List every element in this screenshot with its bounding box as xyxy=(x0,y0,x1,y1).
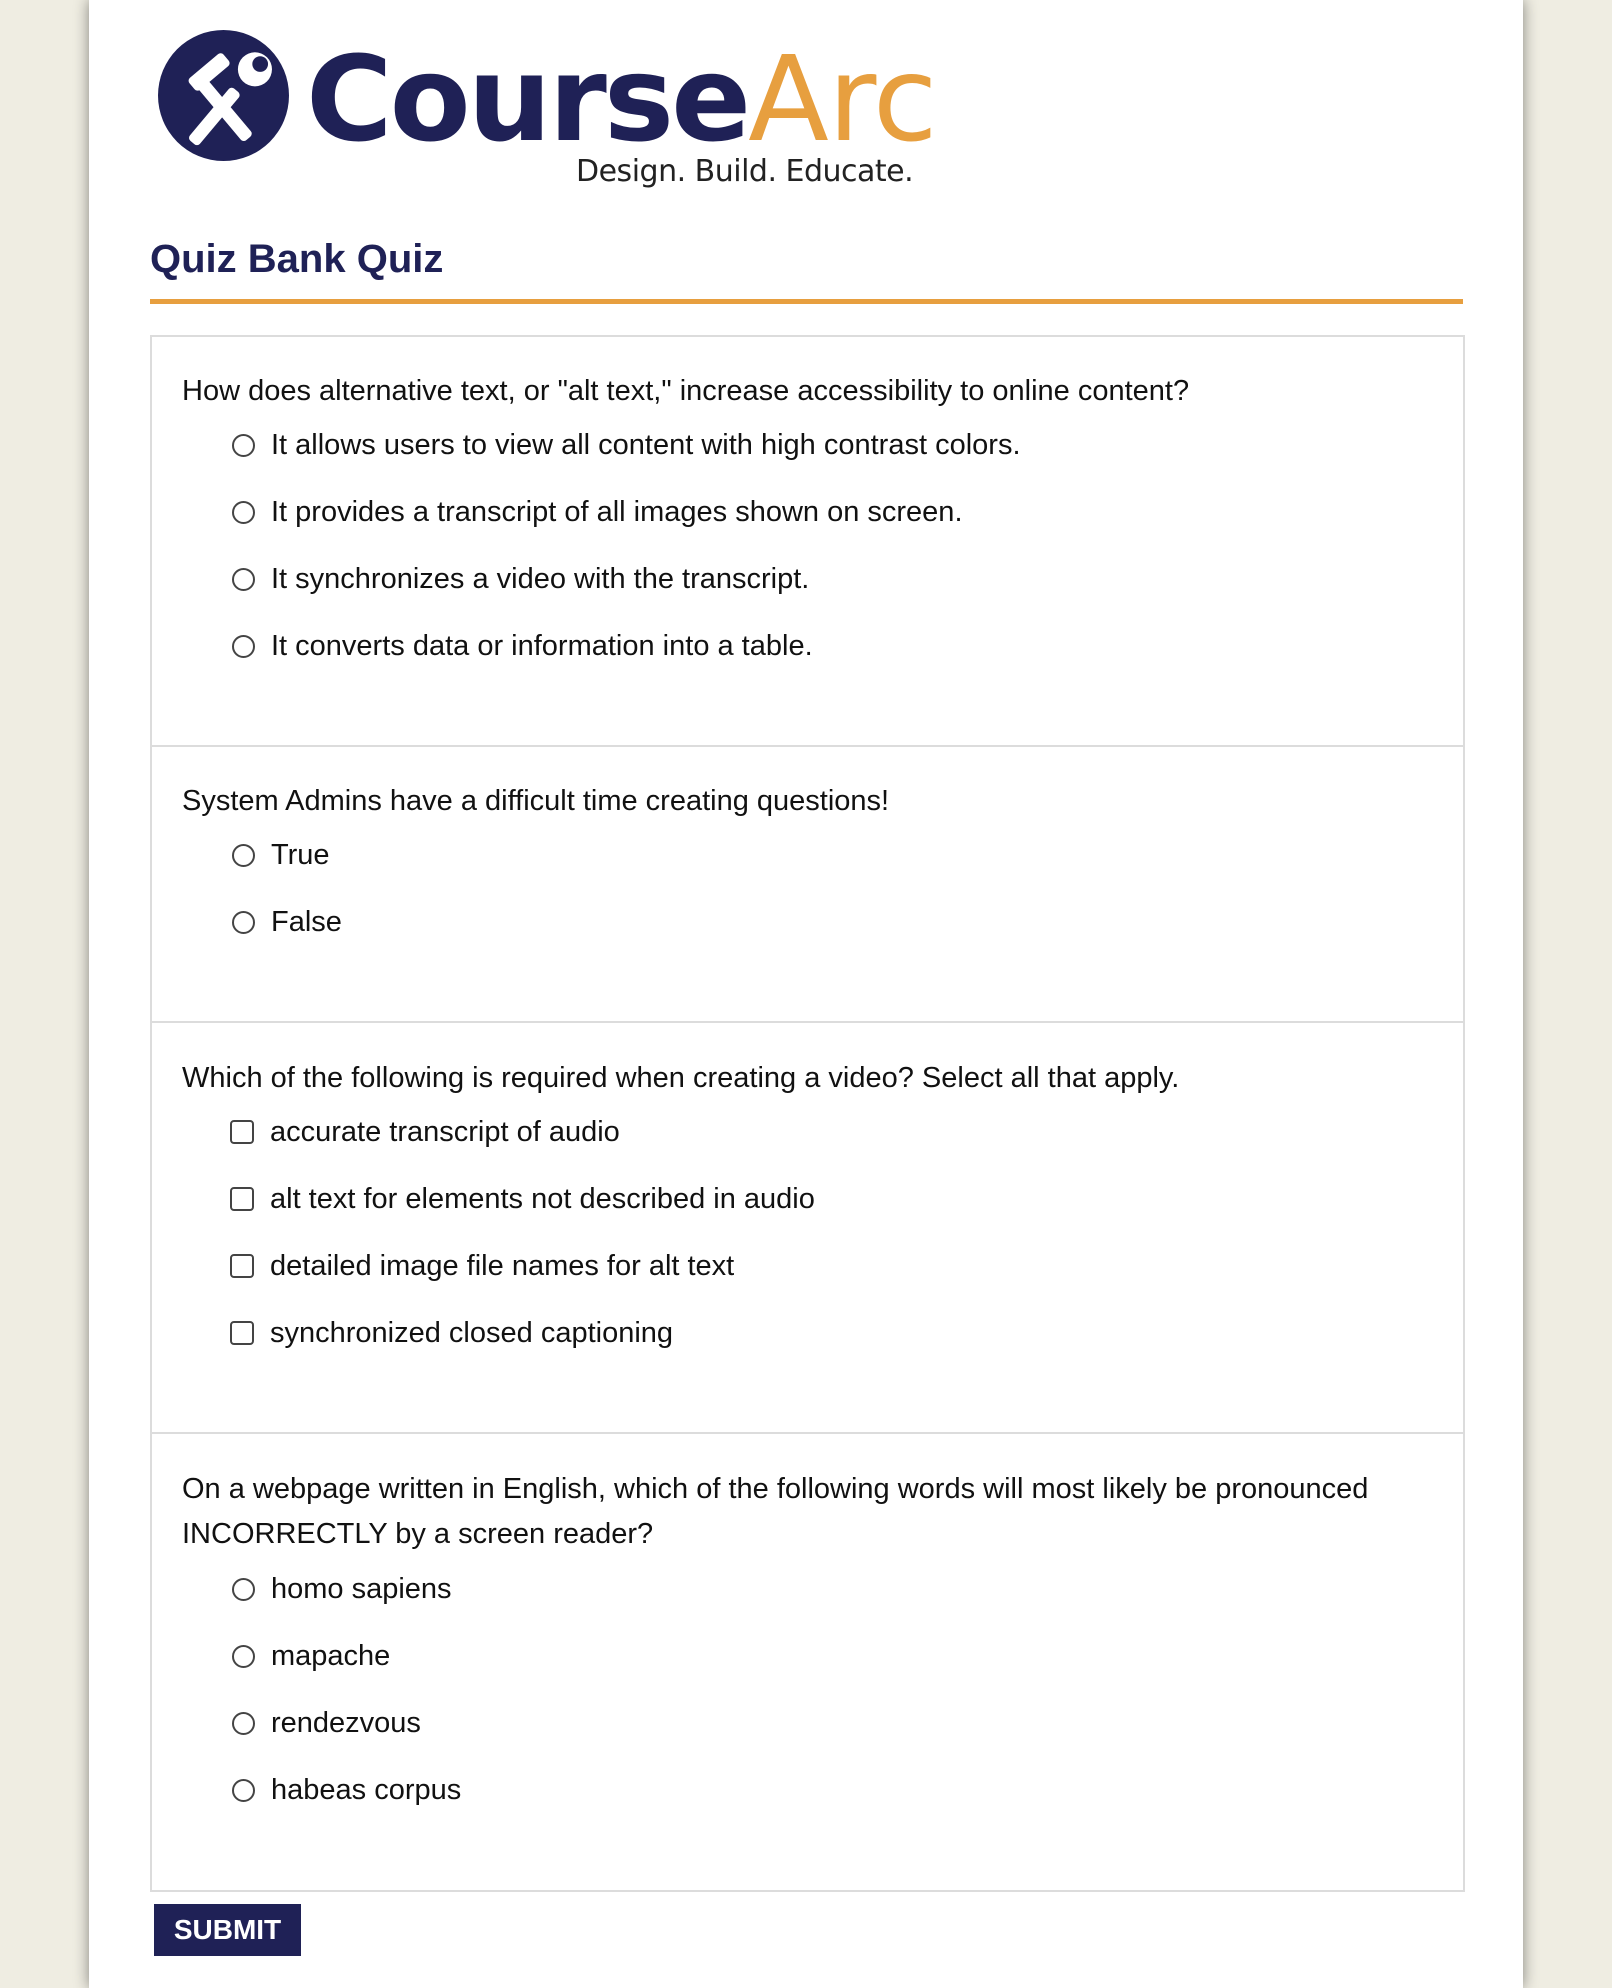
checkbox[interactable] xyxy=(230,1120,254,1144)
answer-option[interactable] xyxy=(232,902,342,942)
option-label: homo sapiens xyxy=(271,1572,452,1605)
answer-option[interactable] xyxy=(232,559,809,599)
answer-option[interactable] xyxy=(232,425,1021,465)
question-card xyxy=(150,745,1465,1025)
question-card xyxy=(150,335,1465,749)
answer-option[interactable] xyxy=(232,1636,390,1676)
option-label: False xyxy=(271,905,342,938)
answer-option[interactable] xyxy=(232,1703,421,1743)
question-card xyxy=(150,1432,1465,1892)
brand-name-arc: Arc xyxy=(748,30,937,168)
option-label: It converts data or information into a table. xyxy=(271,629,813,662)
hammer-wrench-icon xyxy=(158,30,289,161)
question-text: On a webpage written in English, which of the following words will most likely be pronounced INCORRECTLY by a screen reader? xyxy=(182,1473,1369,1550)
answer-option[interactable] xyxy=(232,1313,673,1353)
option-label: mapache xyxy=(271,1639,391,1672)
option-label: True xyxy=(271,838,330,871)
option-label: habeas corpus xyxy=(271,1773,462,1806)
page-title: Quiz Bank Quiz xyxy=(150,237,444,281)
title-divider xyxy=(150,299,1463,304)
option-label: detailed image file names for alt text xyxy=(270,1249,735,1282)
option-label: rendezvous xyxy=(271,1706,421,1739)
radio-button[interactable] xyxy=(232,568,255,591)
radio-button[interactable] xyxy=(232,844,255,867)
answer-option[interactable] xyxy=(232,492,963,532)
checkbox[interactable] xyxy=(230,1254,254,1278)
question-text: System Admins have a difficult time creating questions! xyxy=(182,785,890,817)
answer-option[interactable] xyxy=(232,626,813,666)
submit-button[interactable]: SUBMIT xyxy=(154,1904,301,1956)
radio-button[interactable] xyxy=(232,1645,255,1668)
radio-button[interactable] xyxy=(232,1712,255,1735)
answer-option[interactable] xyxy=(232,835,330,875)
brand-wordmark xyxy=(306,24,937,174)
radio-button[interactable] xyxy=(232,434,255,457)
question-card xyxy=(150,1021,1465,1436)
checkbox[interactable] xyxy=(230,1187,254,1211)
radio-button[interactable] xyxy=(232,501,255,524)
coursearc-logo xyxy=(158,30,937,200)
brand-tagline: Design. Build. Educate. xyxy=(576,154,914,189)
radio-button[interactable] xyxy=(232,1578,255,1601)
radio-button[interactable] xyxy=(232,1779,255,1802)
option-label: It synchronizes a video with the transcript. xyxy=(271,562,810,595)
question-text: How does alternative text, or "alt text," increase accessibility to online content? xyxy=(182,375,1190,407)
radio-button[interactable] xyxy=(232,635,255,658)
radio-button[interactable] xyxy=(232,911,255,934)
answer-option[interactable] xyxy=(232,1179,815,1219)
answer-option[interactable] xyxy=(232,1246,734,1286)
question-text: Which of the following is required when creating a video? Select all that apply. xyxy=(182,1062,1180,1094)
option-label: It provides a transcript of all images shown on screen. xyxy=(271,495,963,528)
option-label: accurate transcript of audio xyxy=(270,1115,620,1148)
answer-option[interactable] xyxy=(232,1112,620,1152)
option-label: alt text for elements not described in audio xyxy=(270,1182,815,1215)
option-label: synchronized closed captioning xyxy=(270,1316,674,1349)
option-label: It allows users to view all content with high contrast colors. xyxy=(271,428,1021,461)
answer-option[interactable] xyxy=(232,1569,452,1609)
checkbox[interactable] xyxy=(230,1321,254,1345)
brand-name-course: Course xyxy=(306,30,749,168)
answer-option[interactable] xyxy=(232,1770,461,1810)
